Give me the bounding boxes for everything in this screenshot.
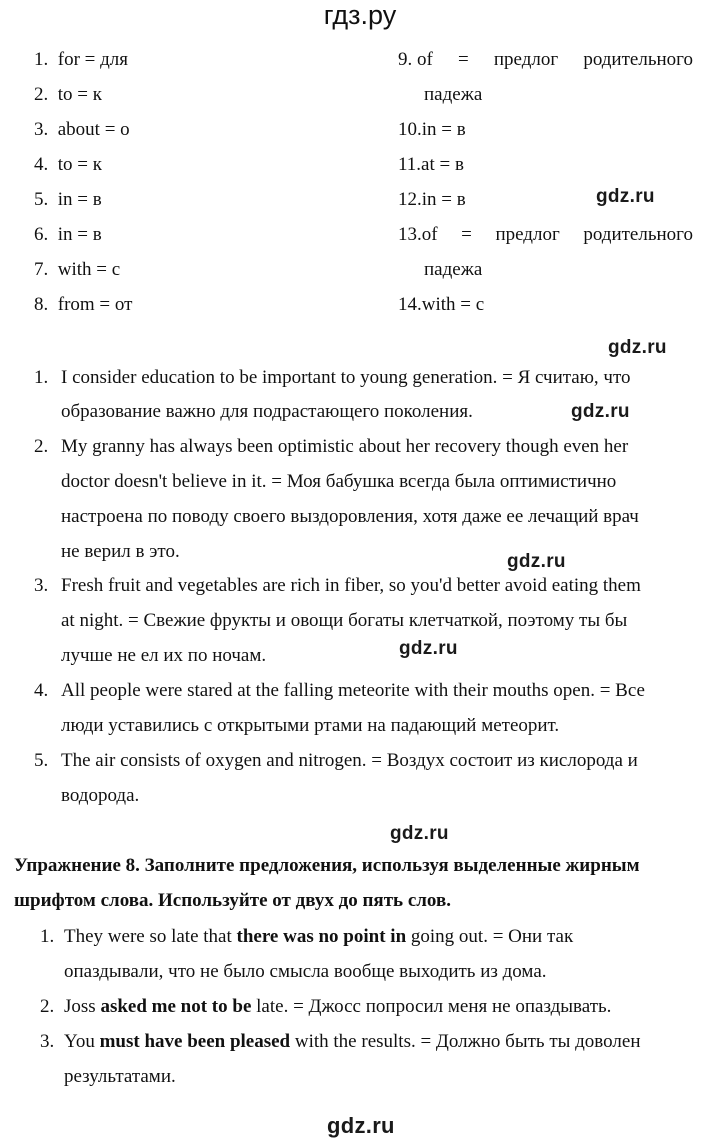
item-number: 1. bbox=[40, 926, 55, 947]
watermark: gdz.ru bbox=[399, 638, 458, 659]
exercise-item-line: Joss asked me not to be late. = Джосс попросил меня не опаздывать. bbox=[64, 996, 612, 1017]
list-item: 11.at = в bbox=[398, 154, 464, 175]
sentence-line: doctor doesn't believe in it. = Моя бабушка всегда была оптимистично bbox=[61, 471, 617, 492]
item-number: 1. bbox=[34, 367, 49, 388]
list-item: 8. from = от bbox=[34, 294, 133, 315]
list-item: 7. with = с bbox=[34, 259, 121, 280]
list-item: 10.in = в bbox=[398, 119, 466, 140]
exercise-item-line: результатами. bbox=[64, 1066, 176, 1087]
exercise-title: шрифтом слова. Используйте от двух до пять слов. bbox=[14, 890, 451, 911]
sentence-line: I consider education to be important to young generation. = Я считаю, что bbox=[61, 367, 631, 388]
exercise-item-line: They were so late that there was no point in going out. = Они так bbox=[64, 926, 574, 947]
sentence-line: All people were stared at the falling meteorite with their mouths open. = Все bbox=[61, 680, 645, 701]
sentence-line: образование важно для подрастающего поколения. bbox=[61, 401, 473, 422]
list-item-continuation: падежа bbox=[424, 84, 483, 105]
list-item: 14.with = с bbox=[398, 294, 485, 315]
sentence-line: My granny has always been optimistic about her recovery though even her bbox=[61, 436, 629, 457]
sentence-line: водорода. bbox=[61, 785, 140, 806]
exercise-item-line: опаздывали, что не было смысла вообще выходить из дома. bbox=[64, 961, 547, 982]
list-item: 5. in = в bbox=[34, 189, 102, 210]
item-number: 2. bbox=[34, 436, 49, 457]
watermark: gdz.ru bbox=[571, 401, 630, 422]
list-item: 4. to = к bbox=[34, 154, 102, 175]
list-item-continuation: падежа bbox=[424, 259, 483, 280]
exercise-item-line: You must have been pleased with the results. = Должно быть ты доволен bbox=[64, 1031, 641, 1052]
item-number: 3. bbox=[34, 575, 49, 596]
list-item: 2. to = к bbox=[34, 84, 102, 105]
watermark: gdz.ru bbox=[507, 551, 566, 572]
sentence-line: люди уставились с открытыми ртами на падающий метеорит. bbox=[61, 715, 560, 736]
list-item: 12.in = в bbox=[398, 189, 466, 210]
watermark: gdz.ru bbox=[596, 186, 655, 207]
watermark: gdz.ru bbox=[608, 337, 667, 358]
exercise-title: Упражнение 8. Заполните предложения, используя выделенные жирным bbox=[14, 855, 640, 876]
item-number: 3. bbox=[40, 1031, 55, 1052]
sentence-line: The air consists of oxygen and nitrogen. = Воздух состоит из кислорода и bbox=[61, 750, 638, 771]
watermark: gdz.ru bbox=[390, 823, 449, 844]
site-header: гдз.ру bbox=[323, 0, 397, 30]
list-item: 13.of = предлог родительного bbox=[398, 224, 693, 245]
item-number: 5. bbox=[34, 750, 49, 771]
sentence-line: не верил в это. bbox=[61, 541, 180, 562]
sentence-line: Fresh fruit and vegetables are rich in fiber, so you'd better avoid eating them bbox=[61, 575, 641, 596]
list-item: 6. in = в bbox=[34, 224, 102, 245]
watermark: gdz.ru bbox=[327, 1113, 395, 1138]
sentence-line: лучше не ел их по ночам. bbox=[61, 645, 267, 666]
list-item: 1. for = для bbox=[34, 49, 129, 70]
list-item: 3. about = о bbox=[34, 119, 130, 140]
list-item: 9. of = предлог родительного bbox=[398, 49, 693, 70]
item-number: 4. bbox=[34, 680, 49, 701]
sentence-line: настроена по поводу своего выздоровления, хотя даже ее лечащий врач bbox=[61, 506, 639, 527]
item-number: 2. bbox=[40, 996, 55, 1017]
sentence-line: at night. = Свежие фрукты и овощи богаты клетчаткой, поэтому ты бы bbox=[61, 610, 628, 631]
